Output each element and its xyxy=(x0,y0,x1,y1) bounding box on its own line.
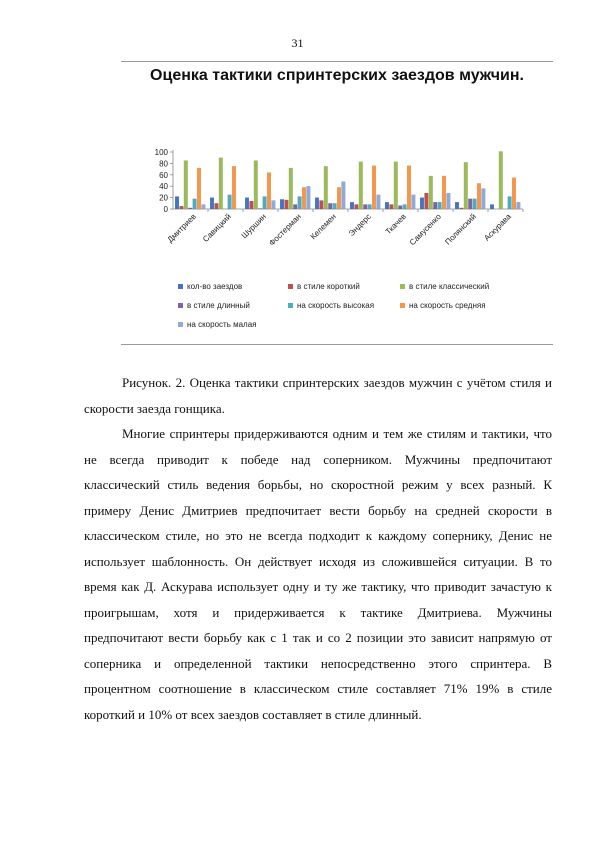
bar xyxy=(398,206,402,209)
bar xyxy=(315,198,319,209)
bar xyxy=(267,173,271,209)
bar xyxy=(258,208,262,209)
legend-swatch xyxy=(288,303,293,308)
bar xyxy=(512,178,516,209)
bar xyxy=(175,196,179,209)
bar xyxy=(180,206,184,209)
bar xyxy=(302,187,306,209)
bar xyxy=(359,162,363,209)
legend-item xyxy=(178,282,242,291)
bar xyxy=(232,166,236,209)
bar xyxy=(394,162,398,209)
bar xyxy=(355,204,359,209)
bar xyxy=(350,202,354,209)
legend-item xyxy=(400,301,486,310)
bar xyxy=(197,168,201,209)
bar xyxy=(307,186,311,209)
bar xyxy=(390,204,394,209)
bar xyxy=(407,166,411,209)
x-tick-label: Аскурава xyxy=(482,212,513,243)
bar xyxy=(298,196,302,209)
legend-swatch xyxy=(178,322,183,327)
bar xyxy=(228,195,232,209)
bar xyxy=(442,176,446,209)
y-tick-label: 80 xyxy=(159,159,168,169)
bar xyxy=(508,196,512,209)
x-tick-label: Фостерман xyxy=(267,212,303,248)
bar xyxy=(403,204,407,209)
bar xyxy=(342,182,346,209)
bar xyxy=(289,168,293,209)
bar xyxy=(433,202,437,209)
chart-top-border xyxy=(121,61,553,62)
chart-title: Оценка тактики спринтерских заездов мужчин. xyxy=(150,67,524,84)
bar xyxy=(184,161,188,209)
bar xyxy=(202,204,206,209)
bar xyxy=(254,161,258,209)
bar xyxy=(215,203,219,209)
bar xyxy=(328,203,332,209)
legend-item xyxy=(288,301,374,310)
bar xyxy=(517,202,521,209)
bar xyxy=(425,193,429,209)
legend-swatch xyxy=(400,284,405,289)
bar xyxy=(245,198,249,209)
bar xyxy=(473,199,477,209)
legend-item xyxy=(400,282,489,291)
bar xyxy=(293,204,297,209)
bar xyxy=(188,208,192,209)
bar xyxy=(385,202,389,209)
y-tick-label: 0 xyxy=(163,205,168,214)
bar xyxy=(210,198,214,209)
legend-label: на скорость высокая xyxy=(297,301,375,310)
bar xyxy=(372,166,376,209)
figure-caption: Рисунок. 2. Оценка тактики спринтерских заездов мужчин с учётом стиля и скорости заезда гонщика. xyxy=(84,375,552,416)
y-tick-label: 20 xyxy=(159,193,168,203)
bar xyxy=(363,204,367,209)
bar xyxy=(337,187,341,209)
x-tick-label: Савицкий xyxy=(201,212,233,244)
x-tick-label: Ткачев xyxy=(383,212,408,237)
bar-chart xyxy=(121,130,553,280)
x-tick-label: Шуршин xyxy=(239,212,268,241)
bar xyxy=(438,202,442,209)
legend-swatch xyxy=(178,284,183,289)
bar xyxy=(447,193,451,209)
bar xyxy=(193,199,197,209)
legend-item xyxy=(178,301,250,310)
legend-label: на скорость малая xyxy=(187,320,257,329)
bar xyxy=(455,202,459,209)
bar xyxy=(490,204,494,209)
bar xyxy=(280,199,284,209)
bar xyxy=(324,166,328,209)
legend-swatch xyxy=(288,284,293,289)
bar xyxy=(272,200,276,209)
bar xyxy=(412,195,416,209)
page-number: 31 xyxy=(291,36,304,50)
x-tick-label: Дмитриев xyxy=(165,212,198,245)
y-tick-label: 100 xyxy=(154,148,168,157)
legend-swatch xyxy=(178,303,183,308)
bar xyxy=(377,195,381,209)
legend-label: в стиле классический xyxy=(409,282,490,291)
body-paragraph: Многие спринтеры придерживаются одним и тем же стилям и тактики, что не всегда приводит к победе над соперником. Мужчины предпочитают классический стиль ведения борьбы, но скоростной режим у всех разный. К примеру Денис Дмитриев предпочитает вести борьбу на средней скорости в классическом стиле, но это не всегда подходит к каждому сопернику, Денис не использует шаблонность. Он действует исходя из сложившейся ситуации. В то время как Д. Аскурава использует одну и ту же тактику, что приводит зачастую к проигрышам, хотя и придерживается к тактике Дмитриева. Мужчины предпочитают вести борьбу как с 1 так и со 2 позиции это зависит напрямую от соперника и определенной тактики непосредственно этого спринтера. В процентном соотношение в классическом стиле составляет 71% 19% в стиле короткий и 10% от всех заездов составляет в стиле длинный. xyxy=(84,426,552,722)
y-tick-label: 40 xyxy=(159,182,168,192)
legend-item xyxy=(288,282,360,291)
bar xyxy=(499,151,503,209)
legend-label: в стиле длинный xyxy=(187,301,250,310)
bar xyxy=(460,208,464,209)
bar xyxy=(250,201,254,209)
x-tick-label: Полянский xyxy=(443,212,478,247)
x-tick-label: Самусенко xyxy=(407,212,443,248)
legend-label: на скорость средняя xyxy=(409,301,486,310)
bar xyxy=(219,158,223,209)
legend-swatch xyxy=(400,303,405,308)
bar xyxy=(429,176,433,209)
bar xyxy=(468,199,472,209)
bar xyxy=(333,203,337,209)
bar xyxy=(464,162,468,209)
x-tick-label: Келемен xyxy=(308,212,338,242)
legend-label: кол-во заездов xyxy=(187,282,243,291)
bar xyxy=(320,200,324,209)
bar xyxy=(482,188,486,209)
bar xyxy=(477,183,481,209)
bar xyxy=(368,204,372,209)
bar xyxy=(420,198,424,209)
legend-item xyxy=(178,320,256,329)
chart-bottom-border xyxy=(121,344,553,345)
y-tick-label: 60 xyxy=(159,170,168,180)
legend-label: в стиле короткий xyxy=(297,282,360,291)
bar xyxy=(285,200,289,209)
bar xyxy=(263,196,267,209)
x-tick-label: Эндерс xyxy=(346,212,373,239)
